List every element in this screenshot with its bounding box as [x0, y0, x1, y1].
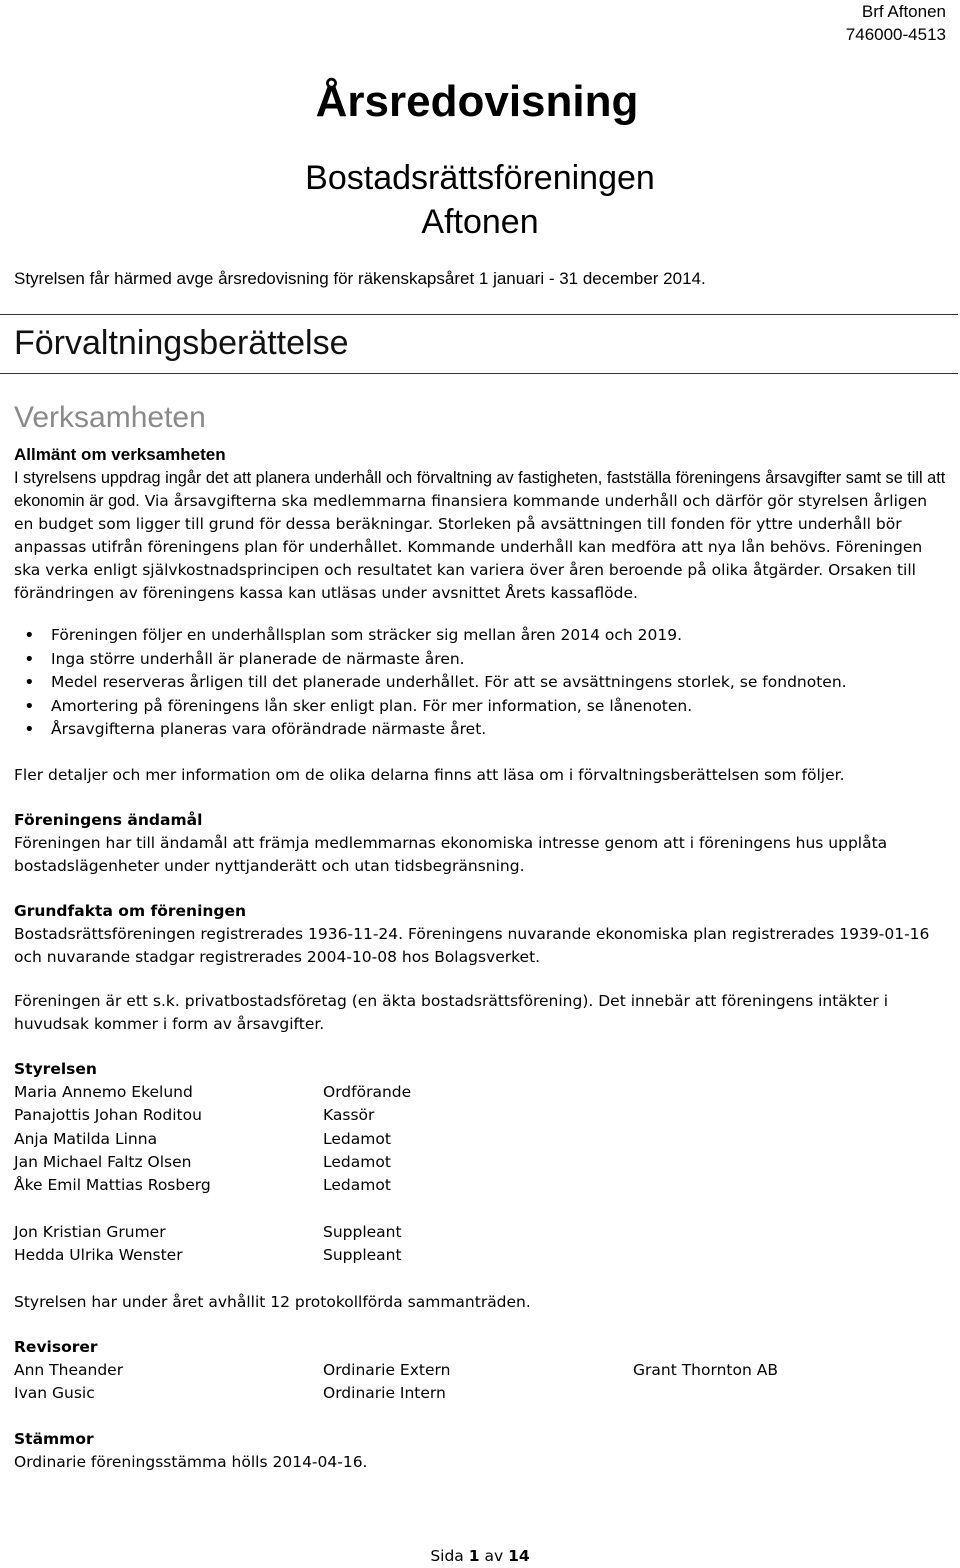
board-deputy-role: Suppleant: [323, 1246, 402, 1265]
board-deputy-role: Suppleant: [323, 1223, 402, 1241]
divider-bottom: [0, 373, 958, 374]
board-member-role: Ordförande: [323, 1083, 412, 1101]
subsection-title: Verksamheten: [14, 401, 206, 434]
page-footer: [0, 1545, 960, 1568]
list-item: • Amortering på föreningens lån sker enligt plan. För mer information, se lånenoten.: [24, 695, 847, 719]
document-subtitle: [0, 156, 960, 244]
meetings-text: Ordinarie föreningsstämma hölls 2014-04-16.: [14, 1453, 368, 1471]
section-title: Förvaltningsberättelse: [14, 324, 349, 362]
auditor-name: Ivan Gusic: [14, 1384, 95, 1403]
board-deputy-name: Jon Kristian Grumer: [14, 1223, 166, 1241]
purpose-heading: Föreningens ändamål: [14, 811, 203, 829]
board-member-name: Jan Michael Faltz Olsen: [14, 1152, 192, 1171]
board-member-name: Åke Emil Mattias Rosberg: [14, 1176, 211, 1195]
board-member-name: Panajottis Johan Roditou: [14, 1106, 202, 1125]
intro-text: Styrelsen får härmed avge årsredovisning för räkenskapsåret 1 januari - 31 december 2014.: [14, 269, 706, 288]
divider-top: [0, 314, 958, 315]
auditor-firm: Grant Thornton AB: [633, 1361, 778, 1379]
board-member-role: Kassör: [323, 1106, 375, 1125]
facts-text-1: Bostadsrättsföreningen registrerades 1936-11-24. Föreningens nuvarande ekonomiska plan registrerades 1939-01-16 och nuvarande stadgar registrerades 2004-10-08 hos Bolagsverket.: [14, 925, 930, 966]
purpose-text: Föreningen har till ändamål att främja medlemmarnas ekonomiska intresse genom att i föreningens hus upplåta bostadslägenheter under nyttjanderätt och utan tidsbegränsning.: [14, 834, 888, 875]
subtitle-line-1: Bostadsrättsföreningen: [305, 159, 655, 197]
general-para-part4: Föreningen ska verka enligt självkostnadsprincipen och resultatet kan variera över åren beroende på olika åtgärder.: [14, 538, 923, 579]
board-deputy-name: Hedda Ulrika Wenster: [14, 1246, 183, 1265]
board-member-role: Ledamot: [323, 1152, 391, 1171]
general-para-part5: Orsaken till förändringen av föreningens kassa kan utläsas under avsnittet Årets kassaflöde.: [14, 561, 916, 602]
meetings-heading: Stämmor: [14, 1430, 94, 1448]
auditor-type: Ordinarie Extern: [323, 1361, 451, 1379]
list-item: • Medel reserveras årligen till det planerade underhållet. För att se avsättningens storlek, se fondnoten.: [24, 671, 847, 695]
general-para-part1: I styrelsens uppdrag ingår det att planera underhåll och förvaltning av fastigheten, fastställa föreningens årsavgifter samt se till att ekonomin är god.: [14, 469, 946, 510]
org-name: Brf Aftonen: [861, 2, 946, 21]
page-of-label: av: [479, 1547, 509, 1565]
board-member-name: Maria Annemo Ekelund: [14, 1083, 193, 1101]
list-item: • Föreningen följer en underhållsplan som sträcker sig mellan åren 2014 och 2019.: [24, 624, 847, 648]
more-details-text: Fler detaljer och mer information om de olika delarna finns att läsa om i förvaltningsberättelsen som följer.: [14, 766, 845, 784]
auditors-heading: Revisorer: [14, 1338, 98, 1356]
page-number: 1: [468, 1547, 480, 1565]
general-para-part2: Via årsavgifterna ska medlemmarna finansiera kommande underhåll och därför gör styrelsen årligen en budget som ligger till grund för dessa beräkningar.: [14, 492, 928, 533]
subtitle-line-2: Aftonen: [421, 203, 539, 241]
board-member-role: Ledamot: [323, 1176, 391, 1195]
facts-heading: Grundfakta om föreningen: [14, 902, 247, 920]
org-number: 746000-4513: [845, 25, 946, 44]
board-meetings-text: Styrelsen har under året avhållit 12 protokollförda sammanträden.: [14, 1293, 531, 1311]
general-heading: Allmänt om verksamheten: [14, 445, 226, 464]
general-para-part3: Storleken på avsättningen till fonden för yttre underhåll bör anpassas utifrån föreningens plan för underhållet. Kommande underhåll kan medföra att nya lån behövs.: [14, 515, 902, 556]
page-label: Sida: [430, 1547, 469, 1565]
general-paragraph: [14, 467, 949, 605]
list-item: • Inga större underhåll är planerade de närmaste åren.: [24, 648, 847, 672]
document-header: [846, 0, 946, 46]
board-member-role: Ledamot: [323, 1129, 391, 1148]
list-item: • Årsavgifterna planeras vara oförändrade närmaste året.: [24, 718, 847, 742]
bullet-list: [24, 624, 847, 742]
facts-text-2: Föreningen är ett s.k. privatbostadsföretag (en äkta bostadsrättsförening). Det innebär att föreningens intäkter i huvudsak kommer i form av årsavgifter.: [14, 992, 888, 1033]
auditor-name: Ann Theander: [14, 1361, 124, 1379]
document-title: Årsredovisning: [315, 77, 639, 126]
page-total: 14: [508, 1547, 530, 1565]
board-heading: Styrelsen: [14, 1060, 97, 1078]
auditor-type: Ordinarie Intern: [323, 1384, 446, 1403]
board-member-name: Anja Matilda Linna: [14, 1129, 158, 1148]
